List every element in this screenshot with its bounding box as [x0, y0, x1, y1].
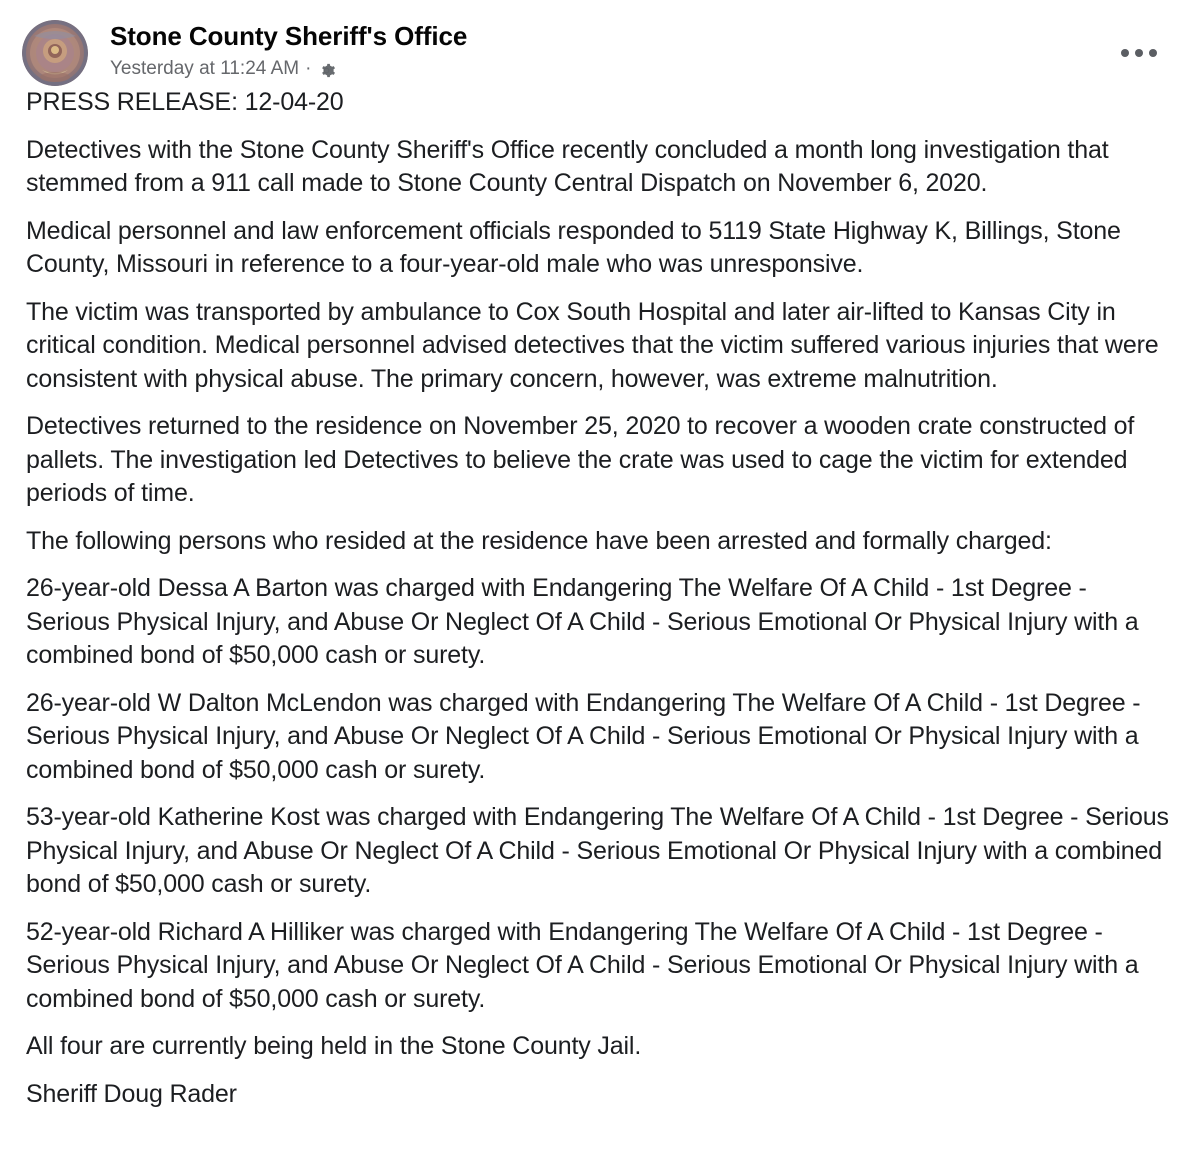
post-body: [0, 78, 1200, 1111]
menu-dot: [1135, 49, 1143, 57]
post-paragraph-jail-status: All four are currently being held in the Stone County Jail.: [26, 1032, 642, 1060]
post-paragraph-suspect-hilliker: 52-year-old Richard A Hilliker was charged with Endangering The Welfare Of A Child - 1st Degree - Serious Physical Injury, and Abuse Or Neglect Of A Child - Serious Emotional Or Physical Injury with a combined bond of $50,000 cash or surety.: [26, 917, 1139, 1013]
post-paragraph-victim-condition: The victim was transported by ambulance to Cox South Hospital and later air-lifted to Kansas City in critical condition. Medical personnel advised detectives that the victim suffered various injuries that were consistent with physical abuse. The primary concern, however, was extreme malnutrition.: [26, 297, 1159, 393]
ellipsis-horizontal-icon[interactable]: [1116, 38, 1162, 68]
post-paragraph-suspect-mclendon: 26-year-old W Dalton McLendon was charged with Endangering The Welfare Of A Child - 1st Degree - Serious Physical Injury, and Abuse Or Neglect Of A Child - Serious Emotional Or Physical Injury with a combined bond of $50,000 cash or surety.: [26, 688, 1141, 784]
menu-dot: [1149, 49, 1157, 57]
sheriff-badge-avatar[interactable]: [22, 20, 88, 86]
post-paragraph-press-release: PRESS RELEASE: 12-04-20: [26, 88, 344, 116]
post-header: [0, 0, 1200, 78]
post-paragraph-signature: Sheriff Doug Rader: [26, 1079, 237, 1108]
post-paragraph-crate: Detectives returned to the residence on November 25, 2020 to recover a wooden crate constructed of pallets. The investigation led Detectives to believe the crate was used to cage the victim for extended periods of time.: [26, 412, 1135, 507]
page-name[interactable]: Stone County Sheriff's Office: [110, 21, 468, 51]
post-paragraph-response: Medical personnel and law enforcement officials responded to 5119 State Highway K, Billings, Stone County, Missouri in reference to a four-year-old male who was unresponsive.: [26, 216, 1121, 278]
post-paragraph-suspect-kost: 53-year-old Katherine Kost was charged with Endangering The Welfare Of A Child - 1st Degree - Serious Physical Injury, and Abuse Or Neglect Of A Child - Serious Emotional Or Physical Injury with a combined bond of $50,000 cash or surety.: [26, 803, 1169, 898]
post-paragraph-charged-intro: The following persons who resided at the residence have been arrested and formally charged:: [26, 526, 1052, 555]
post-paragraph-suspect-barton: 26-year-old Dessa A Barton was charged with Endangering The Welfare Of A Child - 1st Degree - Serious Physical Injury, and Abuse Or Neglect Of A Child - Serious Emotional Or Physical Injury with a combined bond of $50,000 cash or surety.: [26, 574, 1139, 669]
menu-dot: [1121, 49, 1129, 57]
post-meta: [110, 57, 467, 81]
meta-separator: ·: [305, 58, 312, 79]
post-timestamp[interactable]: Yesterday at 11:24 AM: [110, 58, 300, 79]
gear-icon[interactable]: [317, 61, 336, 80]
post-paragraph-investigation: Detectives with the Stone County Sheriff's Office recently concluded a month long investigation that stemmed from a 911 call made to Stone County Central Dispatch on November 6, 2020.: [26, 135, 1109, 197]
post-author-block: [110, 18, 467, 81]
